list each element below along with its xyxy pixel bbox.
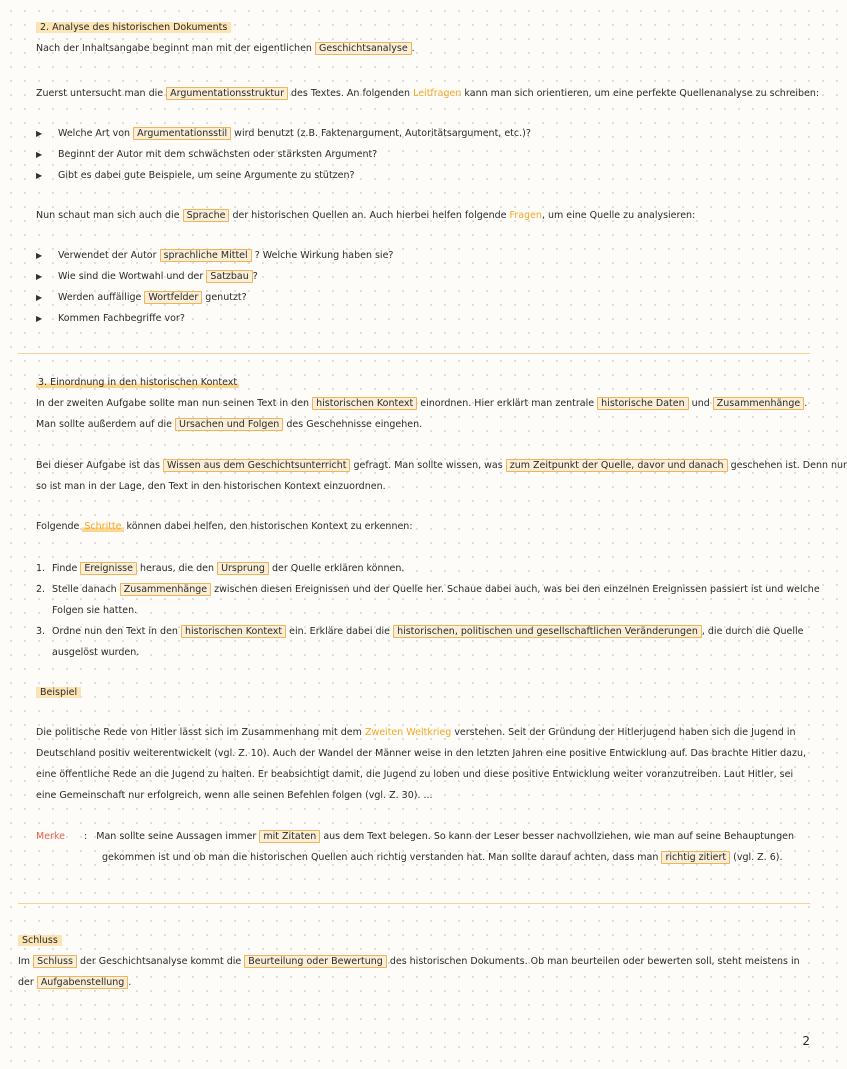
highlight-term: Schluss [33, 955, 77, 968]
highlight-term: Zusammenhänge [713, 397, 804, 410]
merke-label: Merke [36, 831, 65, 842]
page-number: 2 [802, 1034, 810, 1048]
numbered-steps: 1. Finde Ereignisse heraus, die den Ursprung der Quelle erklären können. 2. Stelle danach Zusammenhänge zwischen diesen Ereignissen und der Quelle her. Schaue dabei auch, was bei den einzelnen Ereignissen passiert ist und welche Folgen sie hatten. 3. Ordne nun den Text in den historischen Kontext ein. Erkläre dabei die historischen, politischen und gesellschaftlichen Veränderungen , die durch die Quelle ausgelöst wurden. [36, 558, 798, 663]
orange-term: Leitfragen [413, 88, 462, 99]
orange-term: Fragen [509, 210, 542, 221]
intro-line: Nach der Inhaltsangabe beginnt man mit der eigentlichen Geschichtsanalyse . [36, 43, 415, 54]
triangle-bullet-icon: ▶ [36, 129, 43, 138]
paragraph-argumentation: Zuerst untersucht man die Argumentationsstruktur des Textes. An folgenden Leitfragen kann man sich orientieren, um eine perfekte Quellenanalyse zu schreiben: [36, 88, 820, 99]
highlight-term: Zusammenhänge [120, 583, 211, 596]
highlight-term: Argumentationsstil [133, 127, 231, 140]
beispiel-label: Beispiel [36, 687, 81, 698]
list-item: ▶ Gibt es dabei gute Beispiele, um seine Argumente zu stützen? [36, 165, 798, 186]
highlight-term: Aufgabenstellung [37, 976, 128, 989]
paragraph-wissen: Bei dieser Aufgabe ist das Wissen aus dem Geschichtsunterricht gefragt. Man sollte wissen, was zum Zeitpunkt der Quelle, davor und danach geschehen ist. Denn nur so ist man in der Lage, den Text in den historischen Kontext einzuordnen. [36, 460, 847, 492]
paragraph-sprache: Nun schaut man sich auch die Sprache der historischen Quellen an. Auch hierbei helfen folgende Fragen, um eine Quelle zu analysieren: [36, 210, 696, 221]
section-schluss: Schluss Im Schluss der Geschichtsanalyse kommt die Beurteilung oder Bewertung des historischen Dokuments. Ob man beurteilen oder bewerten soll, steht meistens in der Aufgabenstellung . [18, 935, 800, 988]
bullet-list-argumentation [36, 123, 798, 186]
section-analyse [36, 17, 798, 59]
list-item: ▶ Werden auffällige Wortfelder genutzt? [36, 287, 798, 308]
highlight-term: Ereignisse [80, 562, 137, 575]
example-paragraph: Die politische Rede von Hitler lässt sich im Zusammenhang mit dem Zweiten Weltkrieg verstehen. Seit der Gründung der Hitlerjugend haben sich die Jugend in Deutschland positiv weiterentwickelt (vgl. Z. 10). Auch der Wandel der Männer weise in den letzten Jahren eine positive Entwicklung auf. Das brachte Hitler dazu, eine öffentliche Rede an die Jugend zu halten. Er beabsichtigt damit, die Jugend zu loben und diese positive Entwicklung weiter voranzutreiben. Laut Hitler, sei eine Gemeinschaft nur erfolgreich, wenn alle seinen Befehlen folgen (vgl. Z. 30). ... [36, 727, 806, 801]
orange-term: Schritte [84, 521, 122, 532]
highlight-term: richtig zitiert [661, 851, 730, 864]
merke-note: Merke : Man sollte seine Aussagen immer mit Zitaten aus dem Text belegen. So kann der Leser besser nachvollziehen, wie man auf seine Behauptungen gekommen ist und ob man die historischen Quellen auch richtig verstanden hat. Man sollte darauf achten, dass man richtig zitiert (vgl. Z. 6). [36, 826, 798, 868]
list-item: ▶ Welche Art von Argumentationsstil wird benutzt (z.B. Faktenargument, Autoritätsargument, etc.)? [36, 123, 798, 144]
triangle-bullet-icon: ▶ [36, 293, 43, 302]
highlight-term: Wortfelder [144, 291, 202, 304]
triangle-bullet-icon: ▶ [36, 150, 43, 159]
beispiel-label-row [36, 682, 798, 703]
triangle-bullet-icon: ▶ [36, 314, 43, 323]
highlight-term: historischen Kontext [312, 397, 417, 410]
highlight-term: historische Daten [597, 397, 688, 410]
section-heading-schluss: Schluss [18, 935, 62, 946]
section-heading-kontext: 3. Einordnung in den historischen Kontext [38, 377, 238, 388]
section-heading-analyse: 2. Analyse des historischen Dokuments [36, 22, 231, 33]
highlight-term: mit Zitaten [259, 830, 320, 843]
list-item: 3. Ordne nun den Text in den historischen Kontext ein. Erkläre dabei die historischen, politischen und gesellschaftlichen Veränderungen , die durch die Quelle [36, 626, 804, 637]
triangle-bullet-icon: ▶ [36, 251, 43, 260]
orange-term: Zweiten Weltkrieg [364, 727, 452, 738]
list-item: ▶ Wie sind die Wortwahl und der Satzbau ? [36, 266, 798, 287]
highlight-term: sprachliche Mittel [160, 249, 252, 262]
list-item: ▶ Verwendet der Autor sprachliche Mittel ? Welche Wirkung haben sie? [36, 245, 798, 266]
list-item: 1. Finde Ereignisse heraus, die den Ursprung der Quelle erklären können. [36, 563, 405, 574]
highlight-term: Beurteilung oder Bewertung [244, 955, 387, 968]
section-divider [18, 903, 810, 904]
section-divider [18, 353, 810, 354]
bullet-list-sprache [36, 245, 798, 329]
highlight-term: Geschichtsanalyse [315, 42, 412, 55]
highlight-term: zum Zeitpunkt der Quelle, davor und danach [506, 459, 728, 472]
highlight-term: historischen Kontext [181, 625, 286, 638]
highlight-term: Ursprung [217, 562, 269, 575]
triangle-bullet-icon: ▶ [36, 171, 43, 180]
list-item: 2. Stelle danach Zusammenhänge zwischen diesen Ereignissen und der Quelle her. Schaue dabei auch, was bei den einzelnen Ereignissen passiert ist und welche [36, 584, 820, 595]
highlight-term: Wissen aus dem Geschichtsunterricht [163, 459, 350, 472]
highlight-term: historischen, politischen und gesellschaftlichen Veränderungen [393, 625, 702, 638]
paragraph-schritte: Folgende Schritte können dabei helfen, den historischen Kontext zu erkennen: [36, 521, 413, 532]
highlight-term: Ursachen und Folgen [175, 418, 283, 431]
triangle-bullet-icon: ▶ [36, 272, 43, 281]
highlight-term: Argumentationsstruktur [166, 87, 288, 100]
highlight-term: Satzbau [206, 270, 252, 283]
list-item: ▶ Kommen Fachbegriffe vor? [36, 308, 798, 329]
list-item: ▶ Beginnt der Autor mit dem schwächsten oder stärksten Argument? [36, 144, 798, 165]
section-kontext: 3. Einordnung in den historischen Kontext In der zweiten Aufgabe sollte man nun seinen Text in den historischen Kontext einordnen. Hier erklärt man zentrale historische Daten und Zusammenhänge . Man sollte außerdem auf die Ursachen und Folgen des Geschehnisse eingehen. [36, 377, 808, 430]
highlight-term: Sprache [183, 209, 230, 222]
